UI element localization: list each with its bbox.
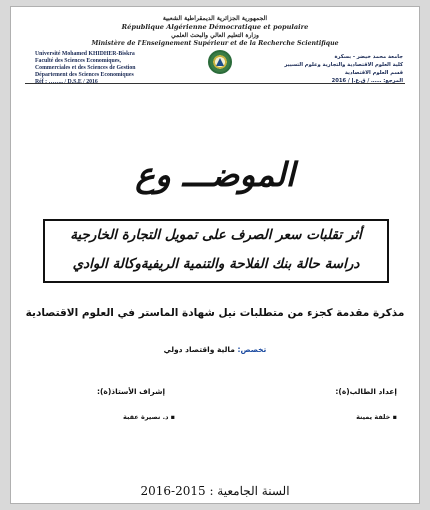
student-label: إعداد الطالب(ة):: [335, 387, 397, 396]
reference-french: Réf : …….. / D.S.E / 2016: [35, 79, 98, 85]
document-page: [10, 6, 420, 504]
university-info-french: [35, 51, 185, 86]
ministry-arabic: وزارة التعليم العالي والبحث العلمي: [171, 32, 259, 39]
specialty-label: تخصص:: [237, 345, 267, 354]
ministry-french: Ministère de l'Enseignement Supérieur et de la Recherche Scientifique: [91, 40, 339, 47]
republic-french: République Algérienne Démocratique et populaire: [121, 23, 309, 31]
academic-year: السنة الجامعية : 2015-2016: [140, 484, 290, 498]
university-name: Université Mohamed KHIDHER-Biskra: [35, 51, 135, 57]
specialty: [11, 345, 419, 354]
department-name: Département des Sciences Economiques: [35, 72, 134, 78]
university-name-ar: جامعة محمد خيضر - بسكرة: [334, 54, 403, 60]
header-divider: [25, 83, 405, 84]
department-name-ar: قسم العلوم الاقتصادية: [344, 70, 403, 76]
theme-line-2: دراسة حالة بنك الفلاحة والتنمية الريفيةوكالة الوادي: [72, 256, 360, 272]
supervisor-name: ▪ د. نصيرة عقبة: [123, 413, 176, 421]
specialty-value: مالية واقتصاد دولي: [163, 345, 235, 354]
university-info-arabic: [283, 53, 403, 85]
document-title: الموضـــ وع: [135, 155, 295, 194]
supervisor-label: إشراف الأستاذ(ة):: [97, 387, 166, 396]
republic-arabic: الجمهورية الجزائرية الديمقراطية الشعبية: [162, 15, 268, 22]
faculty-name-ar: كلية العلوم الاقتصادية والتجارية وعلوم التسيير: [284, 62, 403, 68]
faculty-name-line2: Commerciales et des Sciences de Gestion: [35, 65, 136, 71]
reference-arabic: المرجع: …… / ق.ع.إ / 2016: [331, 78, 403, 84]
theme-box: [43, 219, 389, 283]
memo-description: مذكرة مقدمة كجزء من متطلبات نيل شهادة الماستر في العلوم الاقتصادية: [25, 307, 405, 319]
university-emblem-icon: [208, 50, 232, 74]
faculty-name-line1: Faculté des Sciences Economiques,: [35, 58, 121, 64]
student-name: ▪ خلفة يمينة: [356, 413, 397, 421]
theme-line-1: أثر تقلبات سعر الصرف على تمويل التجارة الخارجية: [70, 227, 362, 243]
